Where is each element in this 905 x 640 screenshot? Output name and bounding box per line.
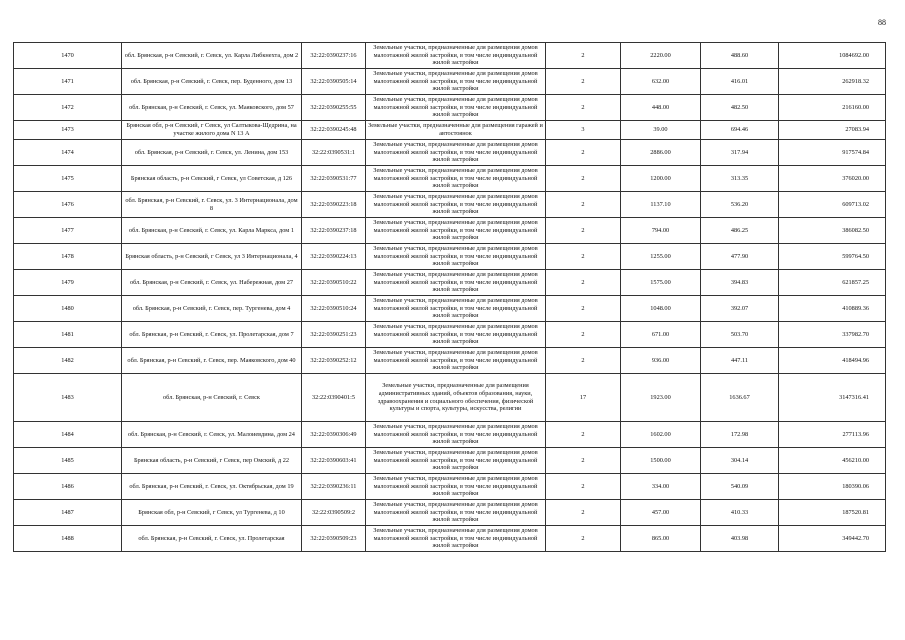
cadastral-number-cell: 32:22:0390245:48 [302, 121, 366, 140]
land-use-cell: Земельные участки, предназначенные для размещения домов малоэтажной жилой застройки, в том числе индивидуальной жилой застройки [366, 422, 546, 448]
table-row [14, 166, 886, 192]
cadastral-value-cell: 349442.70 [779, 526, 886, 552]
specific-value-cell: 317.94 [701, 140, 779, 166]
cadastral-value-table [13, 42, 886, 552]
row-number-cell: 1481 [14, 322, 122, 348]
area-cell: 632.00 [621, 69, 701, 95]
address-cell: обл. Брянская, р-н Севский, г. Севск, ул. 3 Интернационала, дом 8 [122, 192, 302, 218]
address-cell: Брянская обл, р-н Севский, г Севск, ул Салтыкова-Щедрина, на участке жилого дома N 13 А [122, 121, 302, 140]
table-row [14, 374, 886, 422]
area-cell: 1575.00 [621, 270, 701, 296]
group-cell: 2 [546, 43, 621, 69]
table-row [14, 422, 886, 448]
land-use-cell: Земельные участки, предназначенные для размещения домов малоэтажной жилой застройки, в том числе индивидуальной жилой застройки [366, 448, 546, 474]
table-row [14, 526, 886, 552]
area-cell: 2220.00 [621, 43, 701, 69]
cadastral-number-cell: 32:22:0390252:12 [302, 348, 366, 374]
table-row [14, 140, 886, 166]
cadastral-value-cell: 410889.36 [779, 296, 886, 322]
land-use-cell: Земельные участки, предназначенные для размещения домов малоэтажной жилой застройки, в том числе индивидуальной жилой застройки [366, 43, 546, 69]
cadastral-value-cell: 456210.00 [779, 448, 886, 474]
area-cell: 1923.00 [621, 374, 701, 422]
group-cell: 2 [546, 166, 621, 192]
land-use-cell: Земельные участки, предназначенные для размещения домов малоэтажной жилой застройки, в том числе индивидуальной жилой застройки [366, 500, 546, 526]
table-row [14, 121, 886, 140]
area-cell: 794.00 [621, 218, 701, 244]
specific-value-cell: 694.46 [701, 121, 779, 140]
land-use-cell: Земельные участки, предназначенные для размещения домов малоэтажной жилой застройки, в том числе индивидуальной жилой застройки [366, 296, 546, 322]
land-use-cell: Земельные участки, предназначенные для размещения домов малоэтажной жилой застройки, в том числе индивидуальной жилой застройки [366, 218, 546, 244]
cadastral-value-cell: 180390.06 [779, 474, 886, 500]
table-row [14, 322, 886, 348]
land-use-cell: Земельные участки, предназначенные для размещения домов малоэтажной жилой застройки, в том числе индивидуальной жилой застройки [366, 95, 546, 121]
cadastral-value-cell: 27083.94 [779, 121, 886, 140]
land-use-cell: Земельные участки, предназначенные для размещения домов малоэтажной жилой застройки, в том числе индивидуальной жилой застройки [366, 69, 546, 95]
address-cell: обл. Брянская, р-н Севский, г. Севск, ул. Маяковского, дом 57 [122, 95, 302, 121]
area-cell: 334.00 [621, 474, 701, 500]
land-use-cell: Земельные участки, предназначенные для размещения домов малоэтажной жилой застройки, в том числе индивидуальной жилой застройки [366, 474, 546, 500]
group-cell: 2 [546, 95, 621, 121]
cadastral-number-cell: 32:22:0390237:18 [302, 218, 366, 244]
row-number-cell: 1470 [14, 43, 122, 69]
cadastral-number-cell: 32:22:0390251:23 [302, 322, 366, 348]
cadastral-value-cell: 3147316.41 [779, 374, 886, 422]
land-use-cell: Земельные участки, предназначенные для размещения домов малоэтажной жилой застройки, в том числе индивидуальной жилой застройки [366, 348, 546, 374]
row-number-cell: 1488 [14, 526, 122, 552]
specific-value-cell: 416.01 [701, 69, 779, 95]
cadastral-number-cell: 32:22:0390306:49 [302, 422, 366, 448]
group-cell: 2 [546, 270, 621, 296]
land-use-cell: Земельные участки, предназначенные для размещения домов малоэтажной жилой застройки, в том числе индивидуальной жилой застройки [366, 322, 546, 348]
cadastral-number-cell: 32:22:0390510:22 [302, 270, 366, 296]
specific-value-cell: 172.98 [701, 422, 779, 448]
specific-value-cell: 486.25 [701, 218, 779, 244]
land-use-cell: Земельные участки, предназначенные для размещения административных зданий, объектов образования, науки, здравоохранения и социального обеспечения, физической культуры и спорта, культуры, искусства, религии [366, 374, 546, 422]
cadastral-value-cell: 216160.00 [779, 95, 886, 121]
address-cell: Брянская область, р-н Севский, г Севск, ул 3 Интернационала, 4 [122, 244, 302, 270]
cadastral-number-cell: 32:22:0390505:14 [302, 69, 366, 95]
cadastral-value-cell: 599764.50 [779, 244, 886, 270]
row-number-cell: 1486 [14, 474, 122, 500]
group-cell: 2 [546, 422, 621, 448]
group-cell: 2 [546, 192, 621, 218]
specific-value-cell: 394.83 [701, 270, 779, 296]
cadastral-value-cell: 386082.50 [779, 218, 886, 244]
page-number: 88 [878, 18, 886, 27]
group-cell: 2 [546, 526, 621, 552]
specific-value-cell: 536.20 [701, 192, 779, 218]
row-number-cell: 1478 [14, 244, 122, 270]
group-cell: 2 [546, 69, 621, 95]
area-cell: 1048.00 [621, 296, 701, 322]
cadastral-number-cell: 32:22:0390255:55 [302, 95, 366, 121]
specific-value-cell: 488.60 [701, 43, 779, 69]
land-use-cell: Земельные участки, предназначенные для размещения домов малоэтажной жилой застройки, в том числе индивидуальной жилой застройки [366, 192, 546, 218]
area-cell: 2886.00 [621, 140, 701, 166]
specific-value-cell: 392.07 [701, 296, 779, 322]
cadastral-value-cell: 187520.81 [779, 500, 886, 526]
cadastral-number-cell: 32:22:0390237:16 [302, 43, 366, 69]
address-cell: обл. Брянская, р-н Севский, г. Севск, ул. Октябрьская, дом 19 [122, 474, 302, 500]
specific-value-cell: 313.35 [701, 166, 779, 192]
cadastral-number-cell: 32:22:0390531:1 [302, 140, 366, 166]
row-number-cell: 1482 [14, 348, 122, 374]
cadastral-number-cell: 32:22:0390509:23 [302, 526, 366, 552]
group-cell: 2 [546, 348, 621, 374]
specific-value-cell: 410.33 [701, 500, 779, 526]
row-number-cell: 1479 [14, 270, 122, 296]
cadastral-value-cell: 262918.32 [779, 69, 886, 95]
address-cell: обл. Брянская, р-н Севский, г. Севск, пер. Буденного, дом 13 [122, 69, 302, 95]
group-cell: 3 [546, 121, 621, 140]
group-cell: 2 [546, 448, 621, 474]
specific-value-cell: 304.14 [701, 448, 779, 474]
cadastral-number-cell: 32:22:0390603:41 [302, 448, 366, 474]
address-cell: обл. Брянская, р-н Севский, г. Севск, ул. Пролетарская [122, 526, 302, 552]
address-cell: обл. Брянская, р-н Севский, г. Севск, ул. Карла Либкнехта, дом 2 [122, 43, 302, 69]
land-use-cell: Земельные участки, предназначенные для размещения домов малоэтажной жилой застройки, в том числе индивидуальной жилой застройки [366, 270, 546, 296]
table-row [14, 474, 886, 500]
address-cell: Брянская обл, р-н Севский, г Севск, ул Тургенева, д 10 [122, 500, 302, 526]
row-number-cell: 1484 [14, 422, 122, 448]
area-cell: 936.00 [621, 348, 701, 374]
area-cell: 457.00 [621, 500, 701, 526]
specific-value-cell: 403.98 [701, 526, 779, 552]
cadastral-number-cell: 32:22:0390531:77 [302, 166, 366, 192]
specific-value-cell: 482.50 [701, 95, 779, 121]
area-cell: 1137.10 [621, 192, 701, 218]
cadastral-value-cell: 609713.02 [779, 192, 886, 218]
cadastral-value-cell: 277113.96 [779, 422, 886, 448]
row-number-cell: 1477 [14, 218, 122, 244]
table-row [14, 500, 886, 526]
row-number-cell: 1473 [14, 121, 122, 140]
land-use-cell: Земельные участки, предназначенные для размещения домов малоэтажной жилой застройки, в том числе индивидуальной жилой застройки [366, 140, 546, 166]
table-row [14, 448, 886, 474]
table-row [14, 95, 886, 121]
area-cell: 865.00 [621, 526, 701, 552]
specific-value-cell: 447.11 [701, 348, 779, 374]
area-cell: 1602.00 [621, 422, 701, 448]
specific-value-cell: 477.90 [701, 244, 779, 270]
table-row [14, 270, 886, 296]
group-cell: 2 [546, 296, 621, 322]
row-number-cell: 1474 [14, 140, 122, 166]
specific-value-cell: 503.70 [701, 322, 779, 348]
cadastral-value-cell: 376020.00 [779, 166, 886, 192]
specific-value-cell: 540.09 [701, 474, 779, 500]
area-cell: 1500.00 [621, 448, 701, 474]
row-number-cell: 1483 [14, 374, 122, 422]
table-body [14, 43, 886, 552]
land-use-cell: Земельные участки, предназначенные для размещения гаражей и автостоянок [366, 121, 546, 140]
row-number-cell: 1472 [14, 95, 122, 121]
address-cell: обл. Брянская, р-н Севский, г. Севск, ул. Ленина, дом 153 [122, 140, 302, 166]
specific-value-cell: 1636.67 [701, 374, 779, 422]
cadastral-value-cell: 337982.70 [779, 322, 886, 348]
cadastral-value-cell: 1084692.00 [779, 43, 886, 69]
row-number-cell: 1475 [14, 166, 122, 192]
cadastral-number-cell: 32:22:0390509:2 [302, 500, 366, 526]
area-cell: 1200.00 [621, 166, 701, 192]
table-row [14, 43, 886, 69]
address-cell: обл. Брянская, р-н Севский, г. Севск, пер. Тургенева, дом 4 [122, 296, 302, 322]
cadastral-number-cell: 32:22:0390223:18 [302, 192, 366, 218]
land-use-cell: Земельные участки, предназначенные для размещения домов малоэтажной жилой застройки, в том числе индивидуальной жилой застройки [366, 244, 546, 270]
address-cell: обл. Брянская, р-н Севский, г. Севск, ул. Пролетарская, дом 7 [122, 322, 302, 348]
group-cell: 2 [546, 244, 621, 270]
address-cell: Брянская область, р-н Севский, г Севск, ул Советская, д 126 [122, 166, 302, 192]
row-number-cell: 1487 [14, 500, 122, 526]
address-cell: обл. Брянская, р-н Севский, г. Севск [122, 374, 302, 422]
table-row [14, 218, 886, 244]
group-cell: 2 [546, 140, 621, 166]
cadastral-value-cell: 418494.96 [779, 348, 886, 374]
area-cell: 448.00 [621, 95, 701, 121]
address-cell: обл. Брянская, р-н Севский, г. Севск, ул. Карла Маркса, дом 1 [122, 218, 302, 244]
cadastral-value-cell: 621857.25 [779, 270, 886, 296]
group-cell: 2 [546, 218, 621, 244]
cadastral-number-cell: 32:22:0390510:24 [302, 296, 366, 322]
group-cell: 2 [546, 500, 621, 526]
row-number-cell: 1471 [14, 69, 122, 95]
table-row [14, 244, 886, 270]
land-use-cell: Земельные участки, предназначенные для размещения домов малоэтажной жилой застройки, в том числе индивидуальной жилой застройки [366, 526, 546, 552]
row-number-cell: 1485 [14, 448, 122, 474]
group-cell: 17 [546, 374, 621, 422]
cadastral-number-cell: 32:22:0390224:13 [302, 244, 366, 270]
address-cell: обл. Брянская, р-н Севский, г. Севск, ул. Набережная, дом 27 [122, 270, 302, 296]
group-cell: 2 [546, 322, 621, 348]
address-cell: обл. Брянская, р-н Севский, г. Севск, ул. Малоиевдина, дом 24 [122, 422, 302, 448]
address-cell: обл. Брянская, р-н Севский, г. Севск, пер. Маяковского, дом 40 [122, 348, 302, 374]
table-row [14, 69, 886, 95]
row-number-cell: 1476 [14, 192, 122, 218]
land-use-cell: Земельные участки, предназначенные для размещения домов малоэтажной жилой застройки, в том числе индивидуальной жилой застройки [366, 166, 546, 192]
cadastral-number-cell: 32:22:0390401:5 [302, 374, 366, 422]
address-cell: Брянская область, р-н Севский, г Севск, пер Омский, д 22 [122, 448, 302, 474]
cadastral-value-cell: 917574.84 [779, 140, 886, 166]
area-cell: 671.00 [621, 322, 701, 348]
row-number-cell: 1480 [14, 296, 122, 322]
cadastral-number-cell: 32:22:0390236:11 [302, 474, 366, 500]
table-row [14, 348, 886, 374]
group-cell: 2 [546, 474, 621, 500]
table-row [14, 296, 886, 322]
area-cell: 39.00 [621, 121, 701, 140]
area-cell: 1255.00 [621, 244, 701, 270]
table-row [14, 192, 886, 218]
